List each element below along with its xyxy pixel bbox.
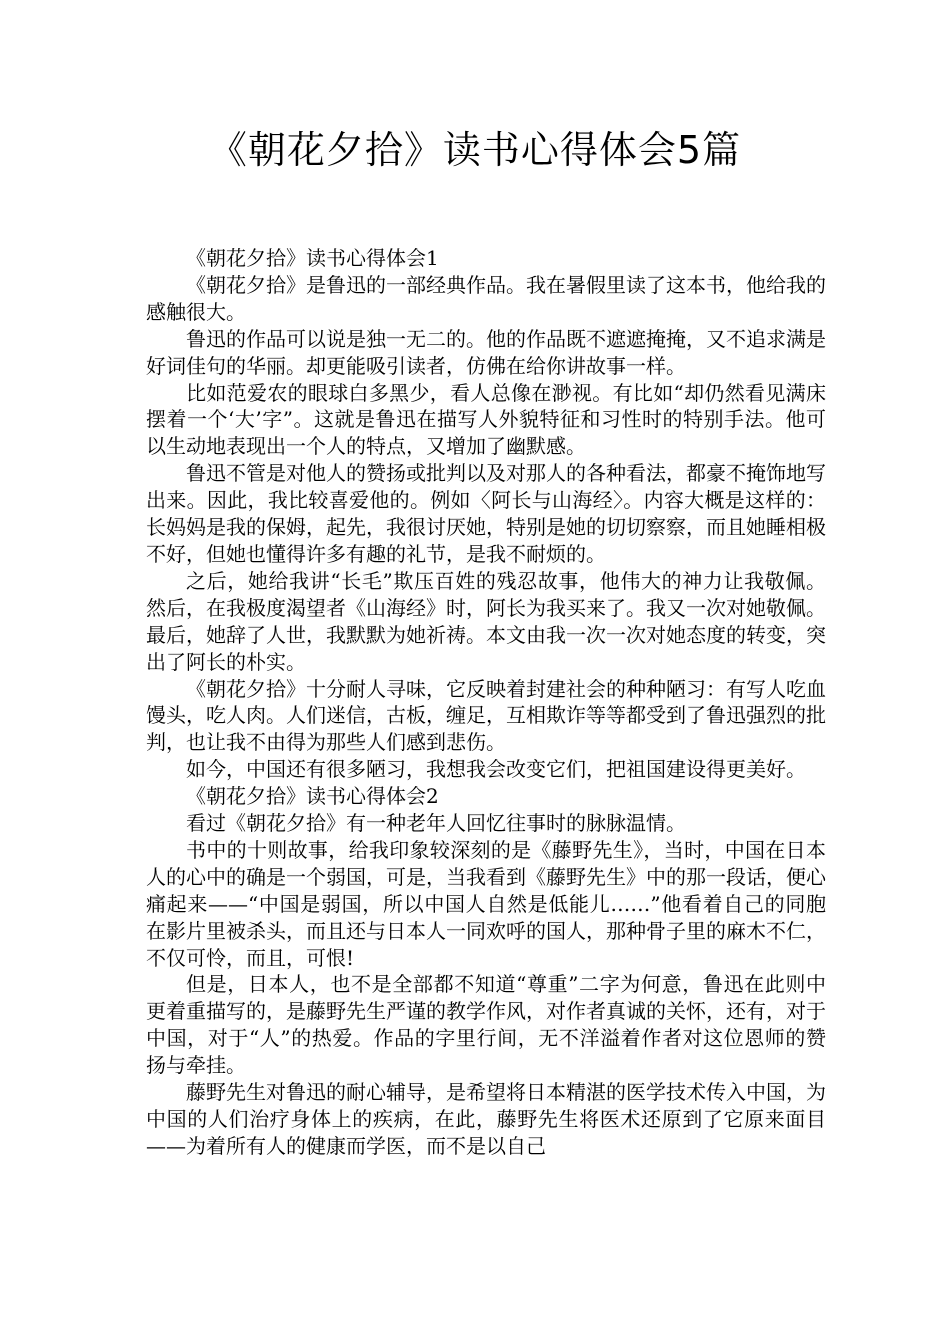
paragraph: 《朝花夕拾》十分耐人寻味，它反映着封建社会的种种陋习：有写人吃血馒头，吃人肉。人们迷信，古板，缠足，互相欺诈等等都受到了鲁迅强烈的批判，也让我不由得为那些人们感到悲伤。 bbox=[146, 676, 826, 755]
section-heading: 《朝花夕拾》读书心得体会2 bbox=[186, 784, 439, 809]
paragraph: 鲁迅的作品可以说是独一无二的。他的作品既不遮遮掩掩，又不追求满是好词佳句的华丽。却更能吸引读者，仿佛在给你讲故事一样。 bbox=[146, 326, 826, 378]
paragraph: 看过《朝花夕拾》有一种老年人回忆往事时的脉脉温情。 bbox=[186, 811, 686, 836]
document-title: 《朝花夕拾》读书心得体会5篇 bbox=[208, 128, 742, 172]
paragraph: 鲁迅不管是对他人的赞扬或批判以及对那人的各种看法，都豪不掩饰地写出来。因此，我比较喜爱他的。例如〈阿长与山海经〉。内容大概是这样的：长妈妈是我的保姆，起先，我很讨厌她，特别是她的切切察察，而且她睡相极不好，但她也懂得许多有趣的礼节，是我不耐烦的。 bbox=[146, 461, 826, 566]
paragraph: 之后，她给我讲“长毛”欺压百姓的残忍故事，他伟大的神力让我敬佩。然后，在我极度渴望者《山海经》时，阿长为我买来了。我又一次对她敬佩。最后，她辞了人世，我默默为她祈祷。本文由我一次一次对她态度的转变，突出了阿长的朴实。 bbox=[146, 568, 826, 674]
document-body bbox=[146, 245, 826, 1160]
section-heading: 《朝花夕拾》读书心得体会1 bbox=[186, 246, 439, 270]
paragraph: 《朝花夕拾》是鲁迅的一部经典作品。我在暑假里读了这本书，他给我的感触很大。 bbox=[146, 272, 826, 324]
paragraph: 比如范爱农的眼球白多黑少，看人总像在渺视。有比如“却仍然看见满床摆着一个‘大’字”。这就是鲁迅在描写人外貌特征和习性时的特别手法。他可以生动地表现出一个人的特点，又增加了幽默感。 bbox=[146, 380, 826, 459]
paragraph: 如今，中国还有很多陋习，我想我会改变它们，把祖国建设得更美好。 bbox=[186, 757, 806, 782]
paragraph: 藤野先生对鲁迅的耐心辅导，是希望将日本精湛的医学技术传入中国，为中国的人们治疗身体上的疾病，在此，藤野先生将医术还原到了它原来面目——为着所有人的健康而学医，而不是以自己 bbox=[146, 1080, 826, 1158]
paragraph: 但是，日本人，也不是全部都不知道“尊重”二字为何意，鲁迅在此则中更着重描写的，是藤野先生严谨的教学作风，对作者真诚的关怀，还有，对于中国，对于“人”的热爱。作品的字里行间，无不洋溢着作者对这位恩师的赞扬与牵挂。 bbox=[146, 972, 826, 1078]
paragraph: 书中的十则故事，给我印象较深刻的是《藤野先生》，当时，中国在日本人的心中的确是一个弱国，可是，当我看到《藤野先生》中的那一段话，便心痛起来——“中国是弱国，所以中国人自然是低能儿……”他看着自己的同胞在影片里被杀头，而且还与日本人一同欢呼的国人，那种骨子里的麻木不仁，不仅可怜，而且，可恨! bbox=[146, 837, 826, 970]
